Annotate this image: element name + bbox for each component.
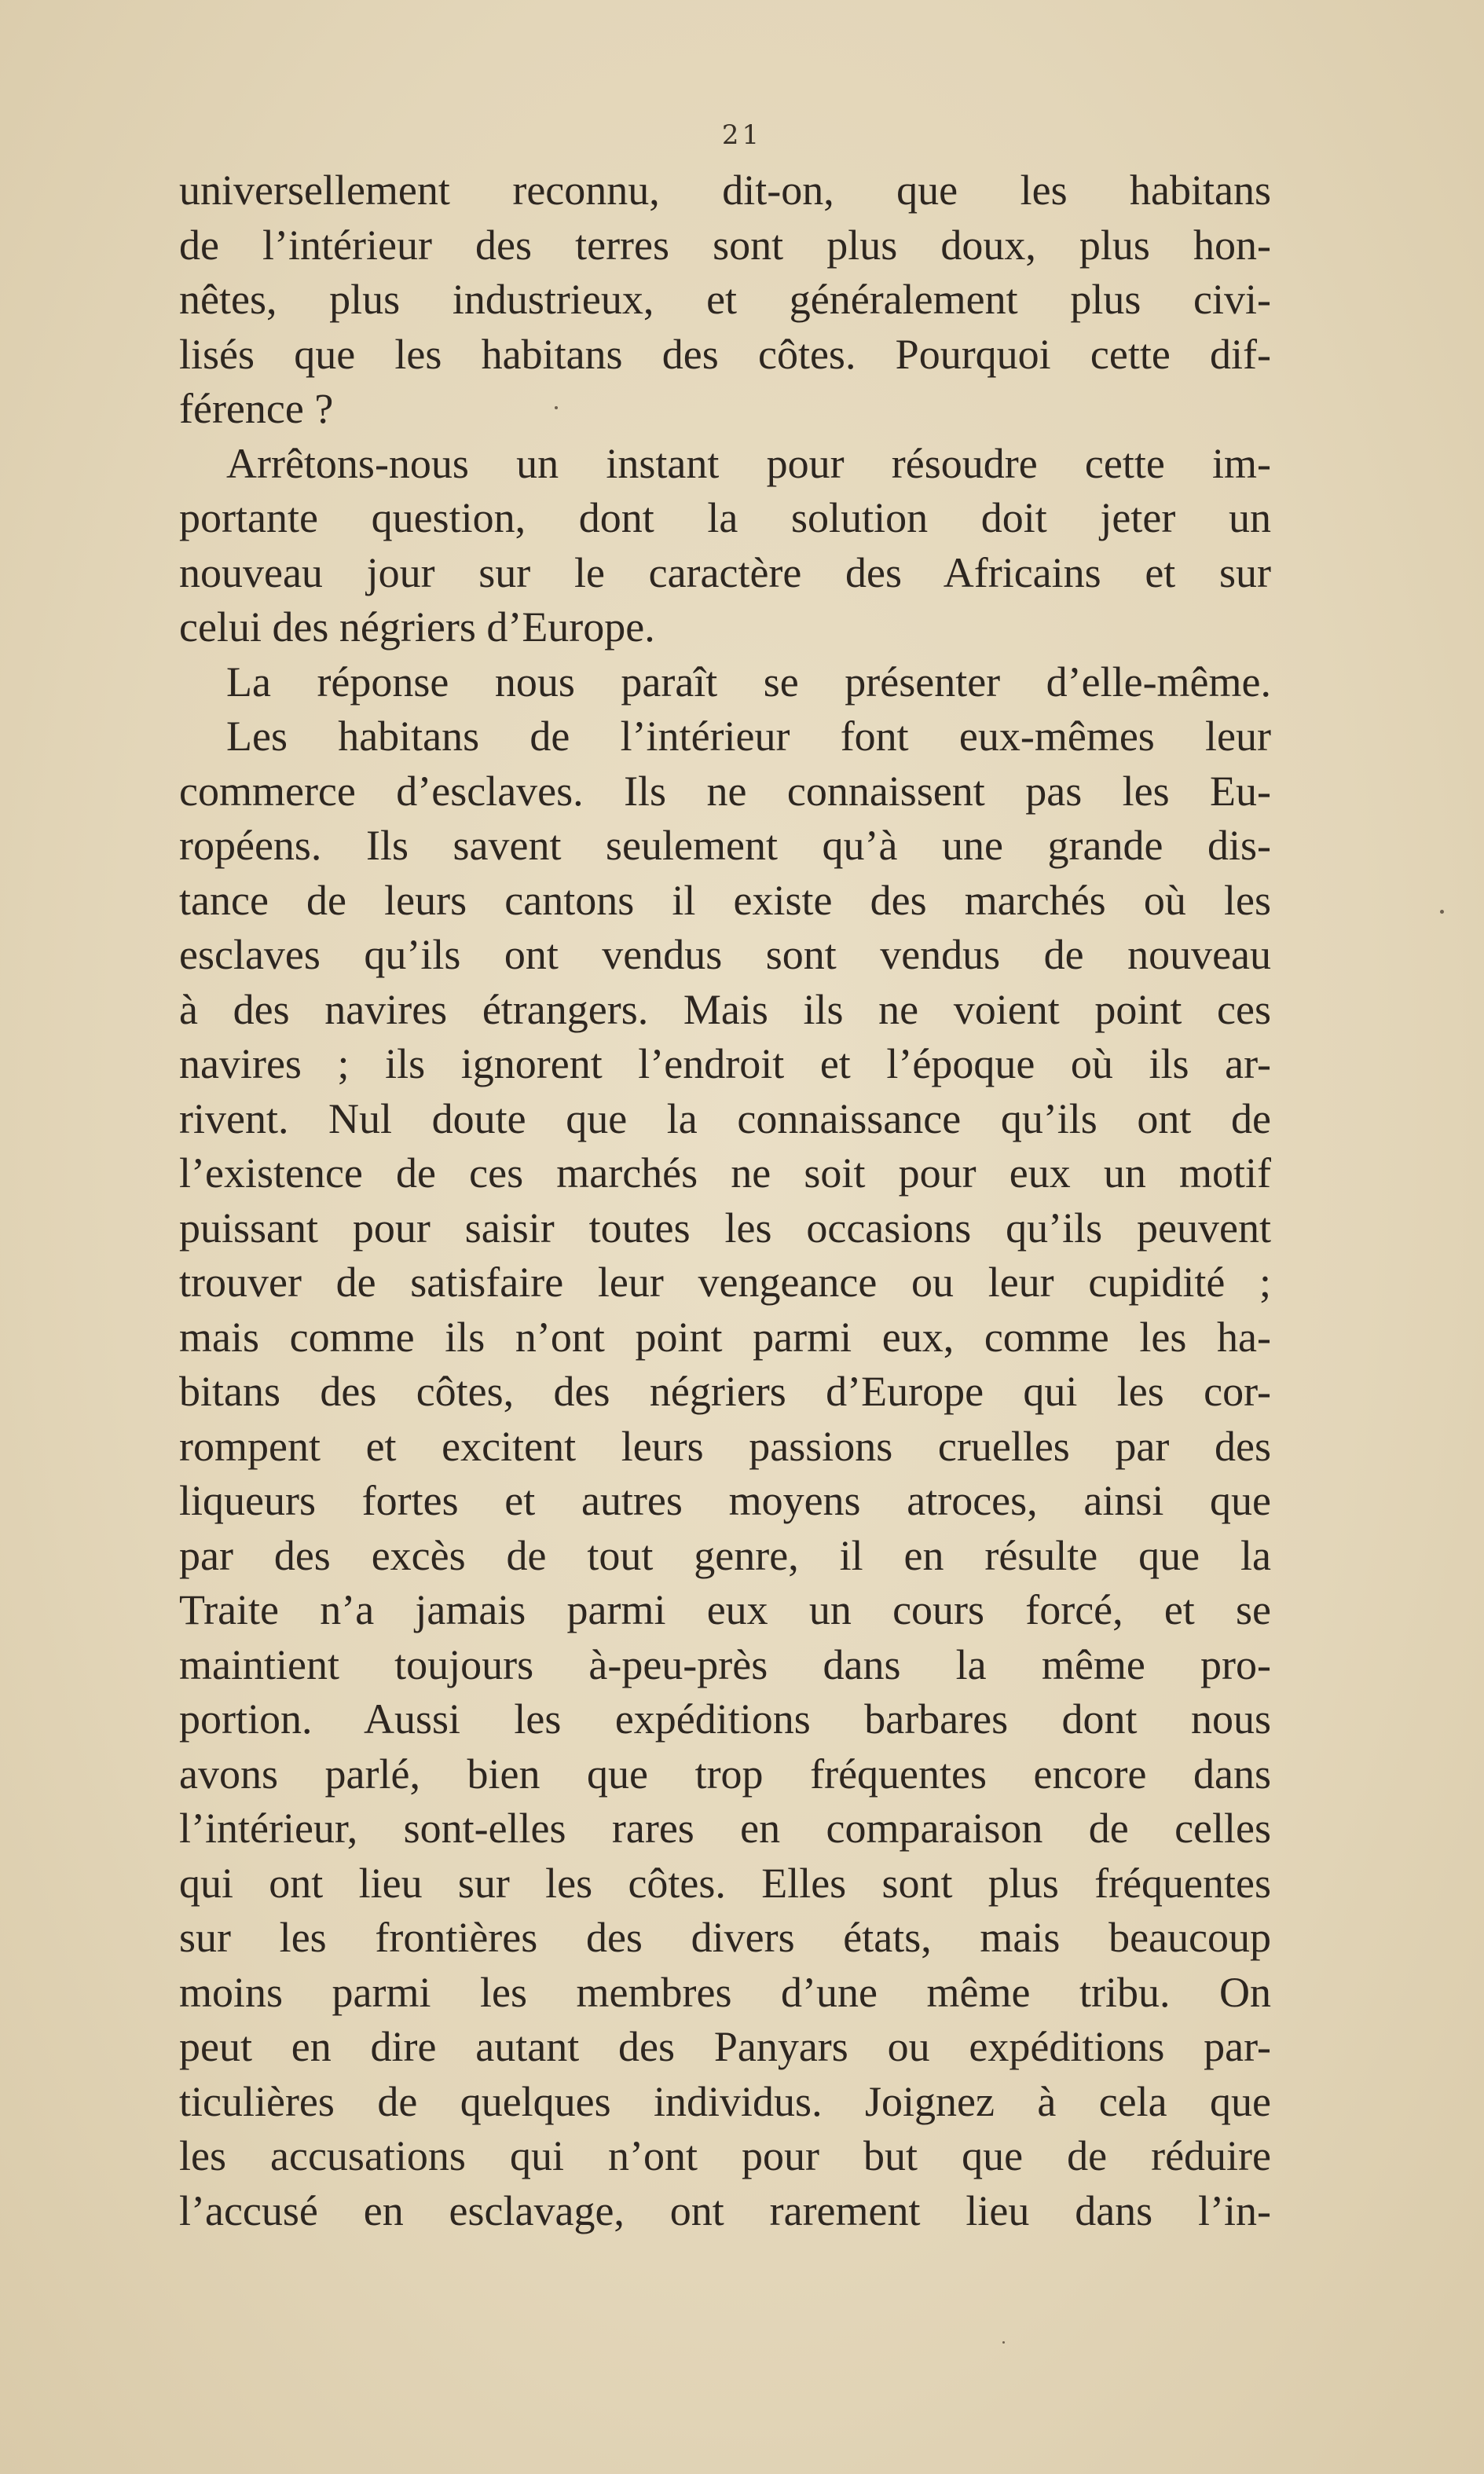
text-line: les accusations qui n’ont pour but que de réduire [179,2132,1271,2179]
text-line: puissant pour saisir toutes les occasions qu’ils peuvent [179,1204,1271,1252]
text-line: rivent. Nul doute que la connaissance qu’ils ont de [179,1094,1271,1142]
text-line: férence ? [179,385,334,432]
text-line: navires ; ils ignorent l’endroit et l’époque où ils ar- [179,1040,1271,1087]
text-line: celui des négriers d’Europe. [179,603,655,651]
text-line: ropéens. Ils savent seulement qu’à une grande dis- [179,822,1271,869]
text-line: nouveau jour sur le caractère des Africains et sur [179,548,1271,596]
text-line: Traite n’a jamais parmi eux un cours forcé, et se [179,1586,1271,1633]
text-line: de l’intérieur des terres sont plus doux, plus hon- [179,221,1271,269]
text-line: commerce d’esclaves. Ils ne connaissent pas les Eu- [179,767,1271,815]
text-line: qui ont lieu sur les côtes. Elles sont plus fréquentes [179,1859,1271,1907]
text-line: La réponse nous paraît se présenter d’elle-même. [226,658,1271,706]
text-line: maintient toujours à-peu-près dans la même pro- [179,1640,1271,1688]
text-line: trouver de satisfaire leur vengeance ou leur cupidité ; [179,1259,1271,1306]
text-line: portante question, dont la solution doit jeter un [179,494,1271,541]
text-line: à des navires étrangers. Mais ils ne voient point ces [179,985,1271,1033]
text-line: par des excès de tout genre, il en résulte que la [179,1531,1271,1579]
text-line: portion. Aussi les expéditions barbares dont nous [179,1695,1271,1743]
text-line: nêtes, plus industrieux, et généralement plus civi- [179,276,1271,323]
text-line: l’accusé en esclavage, ont rarement lieu dans l’in- [179,2186,1271,2234]
text-line: bitans des côtes, des négriers d’Europe qui les cor- [179,1368,1271,1415]
text-line: l’existence de ces marchés ne soit pour eux un motif [179,1149,1271,1197]
text-line: Les habitans de l’intérieur font eux-mêmes leur [226,713,1271,760]
text-line: avons parlé, bien que trop fréquentes encore dans [179,1750,1271,1798]
text-line: esclaves qu’ils ont vendus sont vendus de nouveau [179,931,1271,978]
text-line: rompent et excitent leurs passions cruelles par des [179,1422,1271,1470]
paper-speck [1440,910,1444,914]
text-line: tance de leurs cantons il existe des marchés où les [179,876,1271,924]
paper-speck [1002,2341,1005,2344]
text-line: peut en dire autant des Panyars ou expéditions par- [179,2023,1271,2070]
text-line: Arrêtons-nous un instant pour résoudre cette im- [226,439,1271,487]
page-number: 21 [721,119,763,151]
text-line: moins parmi les membres d’une même tribu. On [179,1968,1271,2016]
text-line: lisés que les habitans des côtes. Pourquoi cette dif- [179,330,1271,378]
page-body-text [179,163,1271,2238]
text-line: mais comme ils n’ont point parmi eux, comme les ha- [179,1313,1271,1361]
text-line: l’intérieur, sont-elles rares en comparaison de celles [179,1805,1271,1852]
text-line: sur les frontières des divers états, mais beaucoup [179,1914,1271,1961]
text-line: ticulières de quelques individus. Joignez à cela que [179,2077,1271,2125]
text-line: universellement reconnu, dit-on, que les habitans [179,167,1271,214]
text-line: liqueurs fortes et autres moyens atroces, ainsi que [179,1477,1271,1524]
paper-speck [555,406,558,409]
